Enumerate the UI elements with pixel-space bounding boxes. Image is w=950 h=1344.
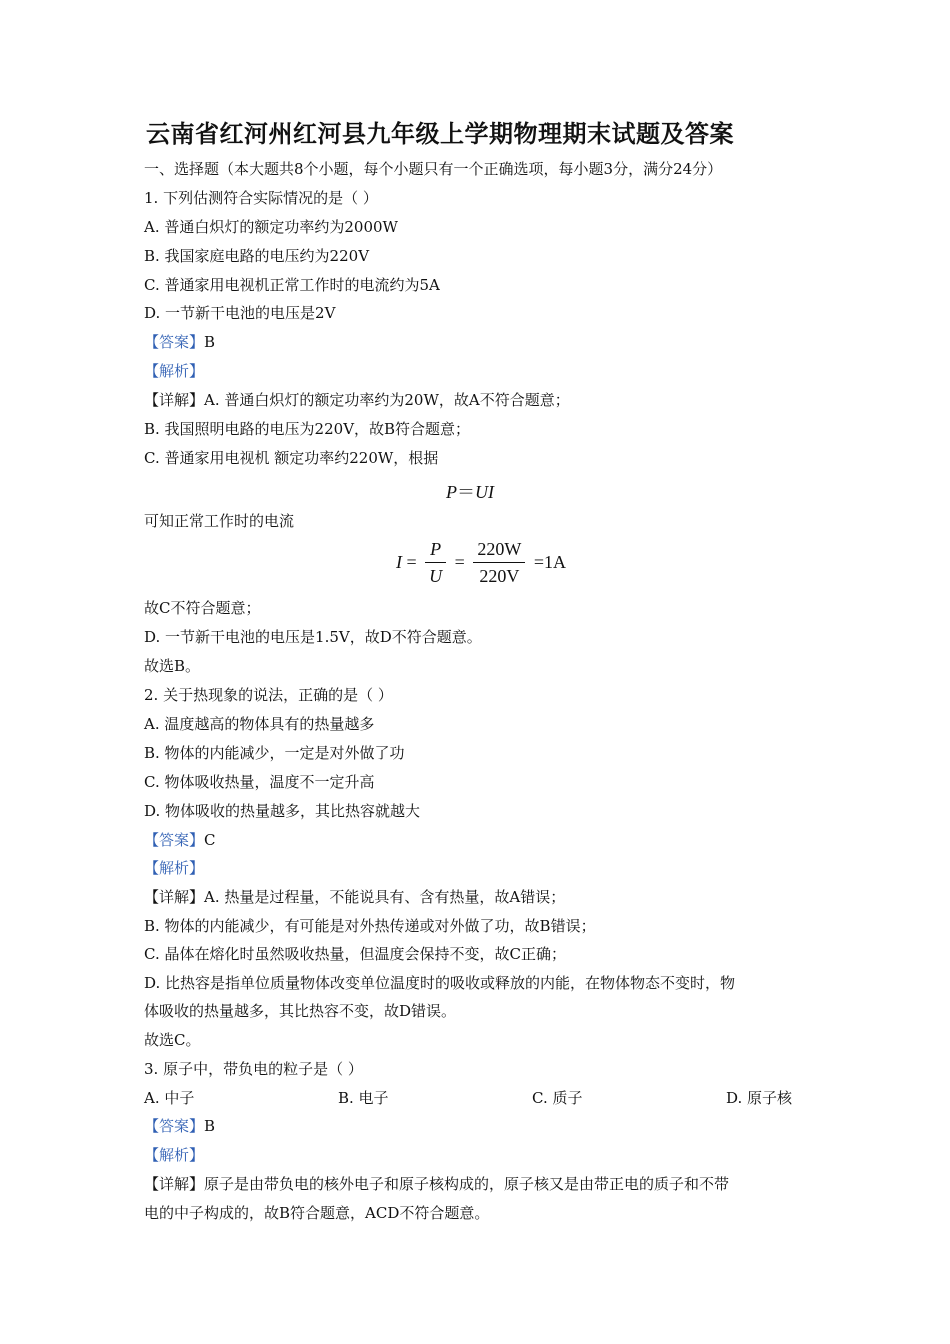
answer-tag: 【答案】 [144, 333, 205, 351]
answer-tag: 【答案】 [144, 831, 205, 849]
q1-option-b: B. 我国家庭电路的电压约为220V [144, 247, 370, 265]
q2-option-c: C. 物体吸收热量，温度不一定升高 [144, 773, 375, 791]
answer-value: C [204, 831, 216, 849]
q1-line: C. 普通家用电视机 额定功率约220W，根据 [144, 449, 439, 467]
fraction-values [473, 536, 525, 589]
q3-line: 电的中子构成的，故B符合题意，ACD不符合题意。 [144, 1204, 490, 1222]
q2-line: D. 比热容是指单位质量物体改变单位温度时的吸收或释放的内能，在物体物态不变时，物 [144, 974, 736, 992]
formula-eq1: = [406, 552, 417, 572]
q2-conclusion: 故选C。 [144, 1031, 201, 1049]
q2-option-b: B. 物体的内能减少，一定是对外做了功 [144, 744, 405, 762]
q1-stem: 1. 下列估测符合实际情况的是（ ） [144, 189, 378, 207]
fraction-denominator: 220V [479, 566, 520, 586]
formula-eq2: = [454, 552, 465, 572]
q1-answer [144, 331, 215, 353]
q3-stem: 3. 原子中，带负电的粒子是（ ） [144, 1060, 363, 1078]
q2-stem: 2. 关于热现象的说法，正确的是（ ） [144, 686, 393, 704]
q2-answer [144, 829, 216, 851]
q1-conclusion: 故选B。 [144, 657, 201, 675]
detail-text: A. 普通白炽灯的额定功率约为20W，故A不符合题意； [204, 391, 570, 409]
q2-analysis-tag: 【解析】 [144, 859, 205, 877]
formula-power [446, 478, 494, 504]
answer-value: B [204, 1117, 216, 1135]
formula-i: I [396, 552, 402, 572]
formula-current [396, 536, 566, 589]
q2-line: 体吸收的热量越多，其比热容不变，故D错误。 [144, 1002, 457, 1020]
q1-option-c: C. 普通家用电视机正常工作时的电流约为5A [144, 276, 440, 294]
q2-line: C. 晶体在熔化时虽然吸收热量，但温度会保持不变，故C正确； [144, 945, 566, 963]
q2-line: B. 物体的内能减少，有可能是对外热传递或对外做了功，故B错误； [144, 917, 596, 935]
q1-line: B. 我国照明电路的电压为220V，故B符合题意； [144, 420, 471, 438]
q1-line: 可知正常工作时的电流 [144, 512, 295, 530]
detail-tag: 【详解】 [144, 391, 205, 409]
detail-text: 原子是由带负电的核外电子和原子核构成的，原子核又是由带正电的质子和不带 [204, 1175, 730, 1193]
section-heading: 一、选择题（本大题共8个小题，每个小题只有一个正确选项，每小题3分，满分24分） [144, 160, 723, 178]
q1-option-d: D. 一节新干电池的电压是2V [144, 304, 336, 322]
q2-option-d: D. 物体吸收的热量越多，其比热容就越大 [144, 802, 421, 820]
formula-p: P [446, 482, 457, 502]
q1-line: D. 一节新干电池的电压是1.5V，故D不符合题意。 [144, 628, 482, 646]
detail-text: A. 热量是过程量，不能说具有、含有热量，故A错误； [204, 888, 566, 906]
q1-option-a: A. 普通白炽灯的额定功率约为2000W [144, 218, 398, 236]
q3-detail [144, 1173, 729, 1195]
detail-tag: 【详解】 [144, 888, 205, 906]
q3-option-d: D. 原子核 [726, 1089, 793, 1107]
q1-analysis-tag: 【解析】 [144, 362, 205, 380]
q2-option-a: A. 温度越高的物体具有的热量越多 [144, 715, 375, 733]
fraction-numerator: P [425, 536, 446, 563]
q1-line: 故C不符合题意； [144, 599, 261, 617]
q3-answer [144, 1115, 215, 1137]
document-title: 云南省红河州红河县九年级上学期物理期末试题及答案 [146, 120, 734, 148]
answer-value: B [204, 333, 216, 351]
fraction-p-over-u [425, 536, 446, 589]
fraction-numerator: 220W [473, 536, 525, 563]
q3-option-c: C. 质子 [532, 1089, 583, 1107]
formula-equals: ＝ [457, 482, 475, 502]
q3-analysis-tag: 【解析】 [144, 1146, 205, 1164]
formula-result: =1A [533, 552, 566, 572]
fraction-denominator: U [429, 566, 443, 586]
q1-detail [144, 389, 570, 411]
q2-detail [144, 886, 565, 908]
formula-ui: UI [475, 482, 494, 502]
detail-tag: 【详解】 [144, 1175, 205, 1193]
q3-option-b: B. 电子 [338, 1089, 389, 1107]
q3-option-a: A. 中子 [144, 1089, 195, 1107]
answer-tag: 【答案】 [144, 1117, 205, 1135]
